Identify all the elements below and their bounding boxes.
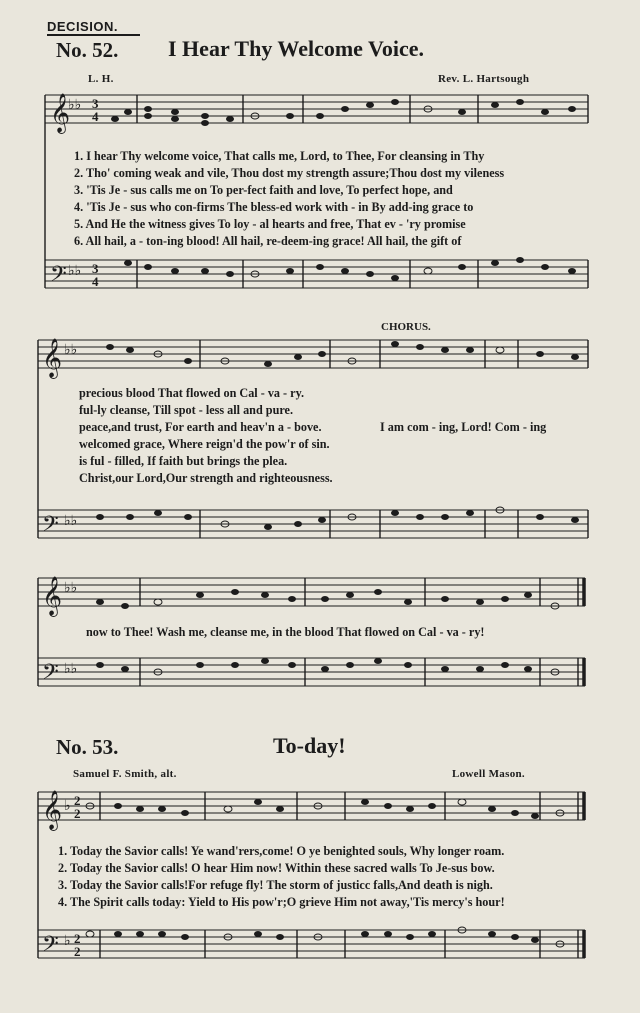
staff-treble — [38, 578, 585, 606]
hymn-title: To-day! — [273, 733, 346, 758]
key-signature-icon: ♭♭ — [68, 264, 82, 279]
composer-credit: Lowell Mason. — [452, 768, 525, 780]
time-signature-icon: 2 — [74, 931, 81, 946]
verse-line: ful-ly cleanse, Till spot - less all and pure. — [79, 403, 293, 417]
bass-clef-icon: 𝄢 — [50, 262, 67, 292]
treble-clef-icon: 𝄞 — [42, 790, 63, 830]
notes-treble — [86, 799, 564, 819]
staff-bass — [38, 658, 585, 686]
verse-block — [74, 148, 504, 250]
time-signature-icon: 2 — [74, 806, 81, 821]
verse-line: precious blood That flowed on Cal - va - ry. — [79, 386, 305, 400]
verse-line: 5. And He the witness gives To loy - al hearts and free, That ev - 'ry promise — [74, 217, 466, 231]
time-signature-icon: 2 — [74, 944, 81, 959]
time-signature-icon: 3 — [92, 96, 99, 111]
composer-credit: Rev. L. Hartsough — [438, 73, 530, 85]
key-signature-icon: ♭♭ — [64, 343, 78, 358]
hymn-number: No. 52. — [56, 38, 119, 62]
chorus-label: CHORUS. — [381, 321, 431, 333]
verse-line: peace,and trust, For earth and heav'n a - bove. — [79, 420, 322, 434]
notes-bass — [124, 257, 576, 281]
time-signature-icon: 4 — [92, 274, 99, 289]
verse-block — [58, 843, 505, 911]
verse-line: 1. Today the Savior calls! Ye wand'rers,come! O ye benighted souls, Why longer roam. — [58, 844, 505, 858]
treble-clef-icon: 𝄞 — [42, 576, 63, 616]
verse-line: 1. I hear Thy welcome voice, That calls me, Lord, to Thee, For cleansing in Thy — [74, 149, 485, 163]
section-label: DECISION. — [47, 20, 140, 36]
time-signature-icon: 4 — [92, 109, 99, 124]
treble-clef-icon: 𝄞 — [50, 93, 71, 133]
key-signature-icon: ♭ — [64, 799, 71, 814]
author-credit: L. H. — [88, 73, 114, 85]
bass-clef-icon: 𝄢 — [42, 660, 59, 690]
key-signature-icon: ♭♭ — [64, 581, 78, 596]
verse-line: 3. Today the Savior calls!For refuge fly! The storm of justicc falls,And death is nigh. — [58, 878, 493, 892]
time-signature-icon: 2 — [74, 793, 81, 808]
hymn-number: No. 53. — [56, 735, 119, 759]
verse-line: 2. Tho' coming weak and vile, Thou dost my strength assure;Thou dost my vileness — [74, 166, 505, 180]
treble-clef-icon: 𝄞 — [42, 338, 63, 378]
bass-clef-icon: 𝄢 — [42, 512, 59, 542]
notes-treble — [111, 99, 576, 126]
verse-continuation-block — [79, 385, 333, 487]
verse-line: is ful - filled, If faith but brings the plea. — [79, 454, 288, 468]
staff-bass — [38, 510, 588, 538]
chorus-lyric: I am com - ing, Lord! Com - ing — [380, 420, 547, 434]
time-signature-icon: 3 — [92, 261, 99, 276]
chorus-lyric: now to Thee! Wash me, cleanse me, in the blood That flowed on Cal - va - ry! — [86, 625, 485, 639]
verse-line: 6. All hail, a - ton-ing blood! All hail, re-deem-ing grace! All hail, the gift of — [74, 234, 462, 248]
key-signature-icon: ♭♭ — [64, 514, 78, 529]
bass-clef-icon: 𝄢 — [42, 932, 59, 962]
author-credit: Samuel F. Smith, alt. — [73, 768, 177, 780]
verse-line: 2. Today the Savior calls! O hear Him now! Within these sacred walls To Je-sus bow. — [58, 861, 495, 875]
hymn-title: I Hear Thy Welcome Voice. — [168, 36, 425, 61]
key-signature-icon: ♭♭ — [68, 98, 82, 113]
verse-line: 4. The Spirit calls today: Yield to His pow'r;O grieve Him not away,'Tis mercy's hour! — [58, 895, 505, 909]
staff-treble — [38, 340, 588, 368]
verse-line: 3. 'Tis Je - sus calls me on To per-fect faith and love, To perfect hope, and — [74, 183, 453, 197]
key-signature-icon: ♭♭ — [64, 662, 78, 677]
verse-line: Christ,our Lord,Our strength and righteousness. — [79, 471, 333, 485]
verse-line: 4. 'Tis Je - sus who con-firms The bless-ed work with - in By add-ing grace to — [74, 200, 474, 214]
staff-treble — [45, 95, 588, 123]
key-signature-icon: ♭ — [64, 934, 71, 949]
verse-line: welcomed grace, Where reign'd the pow'r of sin. — [79, 437, 330, 451]
